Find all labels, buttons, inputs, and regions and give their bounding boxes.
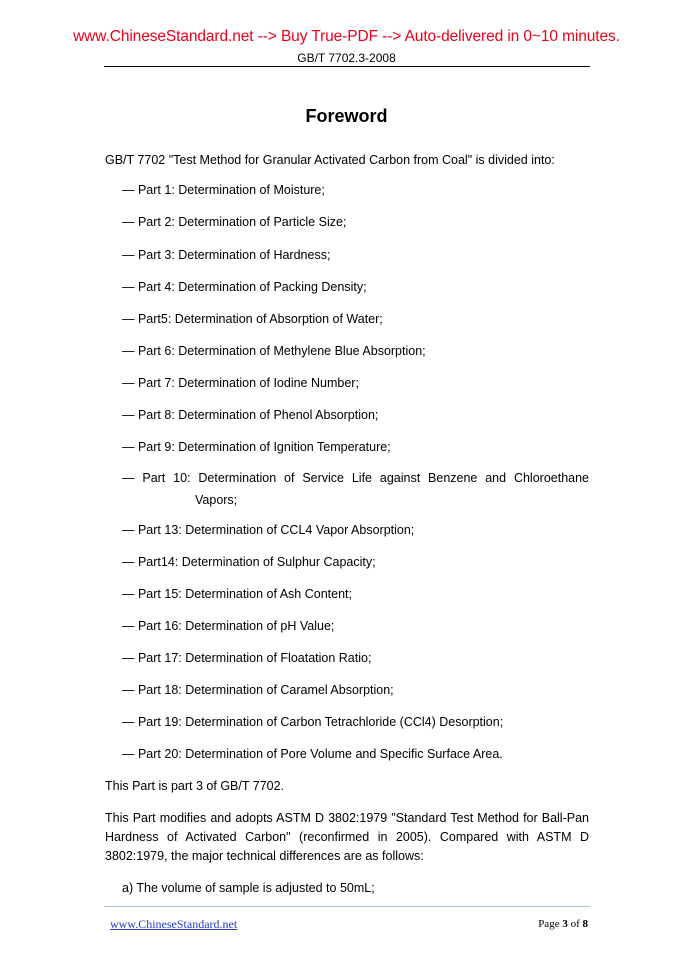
list-item: — Part 6: Determination of Methylene Blue Absorption;: [122, 344, 426, 358]
part-statement: This Part is part 3 of GB/T 7702.: [105, 779, 285, 793]
list-item: — Part 8: Determination of Phenol Absorption;: [122, 408, 379, 422]
list-item: — Part 16: Determination of pH Value;: [122, 619, 335, 633]
list-item: — Part 9: Determination of Ignition Temperature;: [122, 440, 391, 454]
page-current: 3: [562, 918, 568, 930]
list-item: — Part 19: Determination of Carbon Tetrachloride (CCl4) Desorption;: [122, 715, 504, 729]
list-item-part-10: [122, 467, 589, 511]
list-item: — Part 3: Determination of Hardness;: [122, 248, 331, 262]
list-item: — Part 4: Determination of Packing Density;: [122, 280, 367, 294]
modification-paragraph: This Part modifies and adopts ASTM D 3802:1979 "Standard Test Method for Ball-Pan Hardness of Activated Carbon" (reconfirmed in 2005). Compared with ASTM D 3802:1979, the major technical differences are as follows:: [105, 811, 589, 863]
list-item: — Part 20: Determination of Pore Volume and Specific Surface Area.: [122, 747, 503, 761]
list-item: — Part 2: Determination of Particle Size;: [122, 215, 347, 229]
list-item: — Part 15: Determination of Ash Content;: [122, 587, 352, 601]
page-indicator: [538, 918, 588, 930]
difference-item: a) The volume of sample is adjusted to 50mL;: [122, 881, 375, 895]
list-item: — Part 7: Determination of Iodine Number;: [122, 376, 359, 390]
list-item: — Part 1: Determination of Moisture;: [122, 183, 325, 197]
list-item: — Part 13: Determination of CCL4 Vapor Absorption;: [122, 523, 415, 537]
page-prefix: Page: [538, 918, 560, 930]
list-item-line: — Part 10: Determination of Service Life against Benzene and Chloroethane: [122, 471, 589, 485]
header-divider: [104, 66, 590, 67]
footer-site-link[interactable]: www.ChineseStandard.net: [110, 917, 238, 931]
purchase-banner[interactable]: www.ChineseStandard.net --> Buy True-PDF --> Auto-delivered in 0~10 minutes.: [73, 28, 620, 45]
intro-paragraph: GB/T 7702 "Test Method for Granular Activated Carbon from Coal" is divided into:: [105, 153, 555, 167]
list-item-line: Vapors;: [195, 493, 238, 507]
list-item: — Part14: Determination of Sulphur Capacity;: [122, 555, 376, 569]
footer-divider: [104, 906, 590, 907]
page-title: Foreword: [305, 106, 388, 126]
list-item: — Part 17: Determination of Floatation Ratio;: [122, 651, 372, 665]
list-item: — Part 18: Determination of Caramel Absorption;: [122, 683, 394, 697]
page-total: 8: [582, 918, 588, 930]
standard-code-header: GB/T 7702.3-2008: [297, 51, 396, 65]
page-of: of: [570, 918, 580, 930]
list-item: — Part5: Determination of Absorption of Water;: [122, 312, 383, 326]
